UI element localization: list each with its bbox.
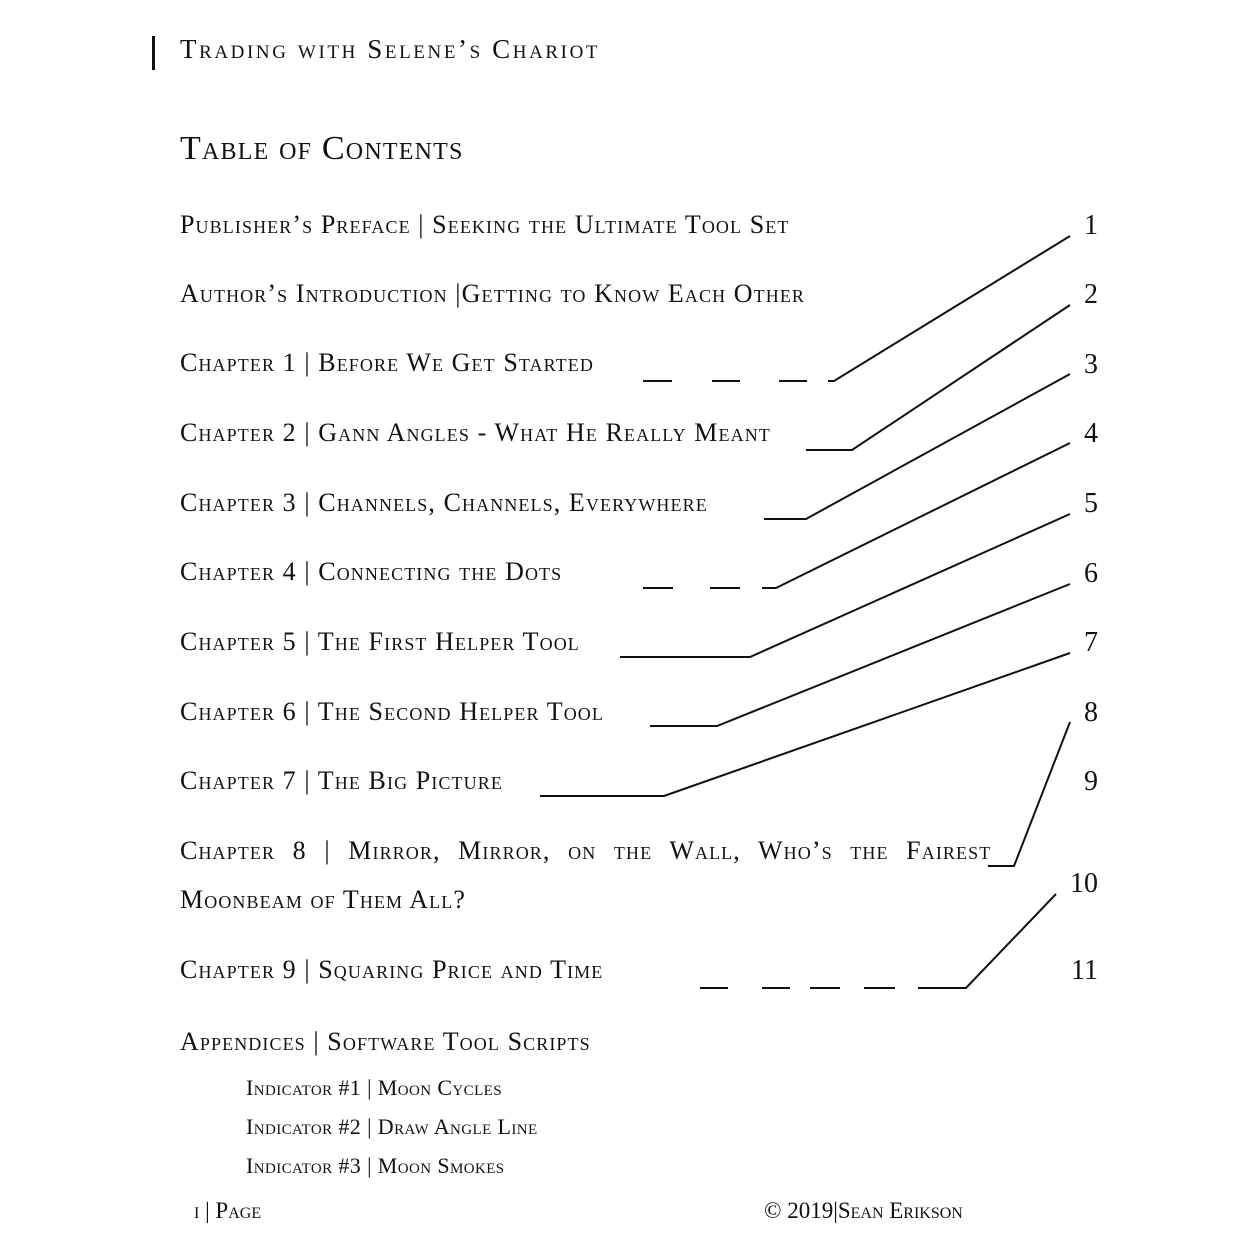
toc-entry-chapter-8[interactable]: Chapter 8 | Mirror, Mirror, on the Wall, Who’s the Fairest [180, 836, 992, 865]
leader-chapter-6 [650, 584, 1070, 726]
page-number-5: 5 [1084, 488, 1098, 519]
page-number-9: 9 [1084, 766, 1098, 797]
leader-chapter-7 [540, 653, 1070, 796]
toc-entry-chapter-7[interactable]: Chapter 7 | The Big Picture [180, 766, 503, 795]
leader-chapter-9 [700, 894, 1056, 988]
leader-chapter-3 [764, 374, 1070, 519]
page-number-7: 7 [1084, 627, 1098, 658]
page-number-1: 1 [1084, 210, 1098, 241]
toc-title: Table of Contents [180, 130, 464, 167]
leader-chapter-5 [620, 514, 1070, 657]
toc-entry-chapter-5[interactable]: Chapter 5 | The First Helper Tool [180, 627, 580, 656]
footer-page-label: i | Page [194, 1198, 262, 1223]
leader-chapter-8 [988, 722, 1070, 866]
toc-entry-chapter-1[interactable]: Chapter 1 | Before We Get Started [180, 348, 594, 377]
footer-copyright: © 2019|Sean Erikson [764, 1198, 963, 1223]
page-number-10: 10 [1070, 868, 1098, 899]
toc-entry-appendices[interactable]: Appendices | Software Tool Scripts [180, 1027, 591, 1056]
leader-chapter-2 [806, 305, 1070, 450]
toc-entry-chapter-2[interactable]: Chapter 2 | Gann Angles - What He Really Meant [180, 418, 771, 447]
appendix-item-indicator-3[interactable]: Indicator #3 | Moon Smokes [246, 1153, 505, 1178]
page-number-3: 3 [1084, 349, 1098, 380]
toc-entry-publishers-preface[interactable]: Publisher’s Preface | Seeking the Ultimate Tool Set [180, 210, 790, 239]
toc-entry-authors-introduction[interactable]: Author’s Introduction |Getting to Know Each Other [180, 279, 806, 308]
page-number-11: 11 [1071, 955, 1098, 986]
toc-entry-chapter-3[interactable]: Chapter 3 | Channels, Channels, Everywhere [180, 488, 708, 517]
header-bar [152, 36, 155, 70]
toc-entry-chapter-4[interactable]: Chapter 4 | Connecting the Dots [180, 557, 563, 586]
page-number-2: 2 [1084, 279, 1098, 310]
toc-entry-chapter-8-line2[interactable]: Moonbeam of Them All? [180, 885, 467, 914]
page-number-6: 6 [1084, 558, 1098, 589]
toc-entry-chapter-9[interactable]: Chapter 9 | Squaring Price and Time [180, 955, 604, 984]
toc-entry-chapter-6[interactable]: Chapter 6 | The Second Helper Tool [180, 697, 604, 726]
page-number-4: 4 [1084, 418, 1098, 449]
appendix-item-indicator-1[interactable]: Indicator #1 | Moon Cycles [246, 1075, 502, 1100]
running-header-title: Trading with Selene’s Chariot [180, 34, 601, 64]
appendix-item-indicator-2[interactable]: Indicator #2 | Draw Angle Line [246, 1114, 538, 1139]
page-number-8: 8 [1084, 697, 1098, 728]
